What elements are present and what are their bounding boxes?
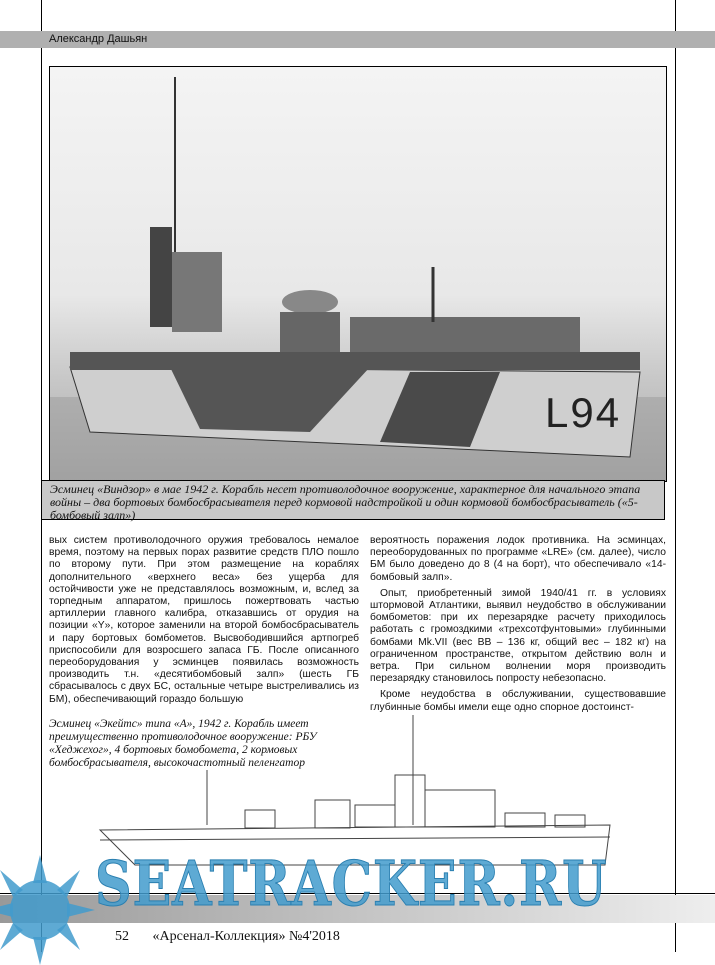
- paragraph: Опыт, приобретенный зимой 1940/41 гг. в условиях штормовой Атлантики, выявил неудобство в обслуживании бомбометов: при их перезарядке расчету приходилось работать с громоздкими «трехсотфунтовыми» глубинными бомбами Mk.VII (вес ВВ – 136 кг, общий вес – 182 кг) на ограниченном пространстве, открытом действию волн и ветра. При сильном волнении моря производить перезарядку становилось попросту небезопасно.: [370, 587, 666, 685]
- watermark-sun-icon: [0, 855, 105, 965]
- margin-line-right: [675, 0, 676, 952]
- magazine-issue: «Арсенал-Коллекция» №4'2018: [152, 929, 340, 944]
- watermark: SEATRACKER.RU: [95, 847, 608, 920]
- paragraph: вых систем противолодочного оружия требовалось немалое время, поэтому на первых порах развитие средств ПЛО пошло по второму пути. При этом размещение на кораблях дополнительного «верхнего веса» без ущерба для остойчивости уже не представлялось возможным, и, вслед за торпедным аппаратом, пришлось пожертвовать частью артиллерии главного калибра, отказавшись от орудия на позиции «Y», которое заменили на второй бомбосбрасыватель и пару бортовых бомбометов. Высвободившийся артпогреб приспособили для возросшего запаса ГБ. После описанного переоборудования у эсминцев появилась возможность производить т.н. «десятибомбовый залп» (шесть ГБ сбрасывалось с двух БС, остальные четыре выстреливались из БМ), обеспечивающий гораздо большую: [49, 535, 359, 705]
- ship-photo: [49, 66, 667, 482]
- text-column-right: [370, 535, 666, 714]
- footer: [115, 929, 340, 945]
- photo-caption: Эсминец «Виндзор» в мае 1942 г. Корабль несет противолодочное вооружение, характерное для начального этапа войны – два бортовых бомбосбрасывателя перед кормовой надстройкой и один кормовой бомбосбрасыватель («5-бомбовый залп»): [41, 480, 665, 520]
- author-name: Александр Дашьян: [49, 33, 148, 45]
- hull-number: L94: [545, 389, 622, 436]
- margin-line-left: [41, 0, 42, 952]
- paragraph: Кроме неудобства в обслуживании, существовавшие глубинные бомбы имели еще одно спорное достоинст-: [370, 689, 666, 713]
- paragraph: вероятность поражения лодок противника. На эсминцах, переоборудованных по программе «LRE» (см. далее), число БМ было доведено до 8 (4 на борт), что обеспечивало «14-бомбовый залп».: [370, 535, 666, 583]
- page-number: 52: [115, 929, 129, 944]
- text-column-left: [49, 535, 359, 706]
- drawing-caption: Эсминец «Экейтс» типа «А», 1942 г. Корабль имеет преимущественно противолодочное вооружение: РБУ «Хеджехог», 4 бортовых бомобомета, 2 кормовых бомбосбрасывателя, высокочастотный пеленгатор: [49, 718, 317, 769]
